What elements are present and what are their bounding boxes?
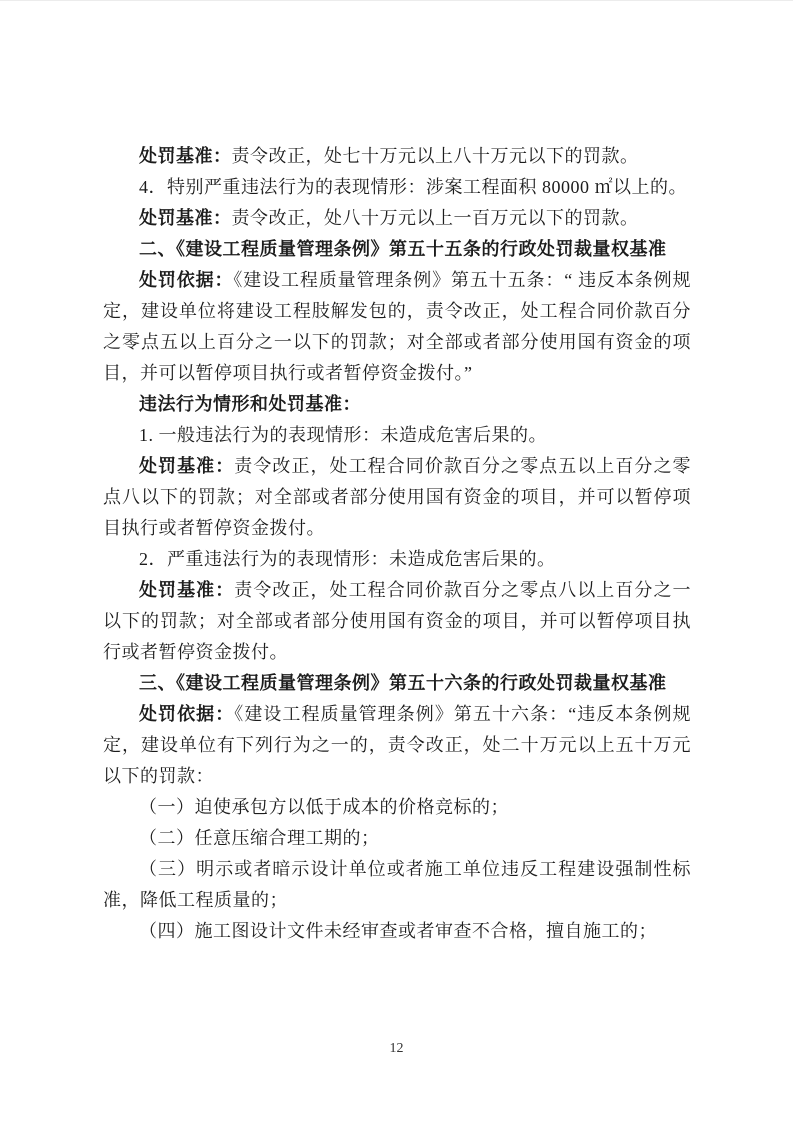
paragraph-penalty-basis-article-56 (103, 699, 691, 792)
paragraph-situation-2 (103, 544, 691, 575)
heading-text: 三、《建设工程质量管理条例》第五十六条的行政处罚裁量权基准 (139, 673, 667, 693)
list-item-1 (103, 792, 691, 823)
paragraph-penalty-standard-1 (103, 141, 691, 172)
paragraph-text: 4．特别严重违法行为的表现情形：涉案工程面积 80000 ㎡以上的。 (139, 177, 687, 197)
paragraph-text: 责令改正，处工程合同价款百分之零点五以上百分之零点八以下的罚款；对全部或者部分使用国有资金的项目，并可以暂停项目执行或者暂停资金拨付。 (103, 456, 692, 538)
subheading-violation-and-standards (103, 389, 691, 420)
paragraph-text: （四）施工图设计文件未经审查或者审查不合格，擅自施工的； (139, 921, 657, 941)
section-heading-3 (103, 668, 691, 699)
paragraph-text: （二）任意压缩合理工期的； (139, 828, 380, 848)
paragraph-text: 《建设工程质量管理条例》第五十五条：“ 违反本条例规定，建设单位将建设工程肢解发包的，责令改正，处工程合同价款百分之零点五以上百分之一以下的罚款；对全部或者部分使用国有资金的项目，并可以暂停项目执行或者暂停资金拨付。” (103, 270, 691, 383)
list-item-2 (103, 823, 691, 854)
page-footer (0, 1039, 793, 1059)
paragraph-situation-1 (103, 420, 691, 451)
paragraph-penalty-standard-2 (103, 203, 691, 234)
heading-text: 违法行为情形和处罚基准： (139, 394, 361, 414)
list-item-3 (103, 854, 691, 916)
paragraph-label: 处罚基准： (139, 146, 232, 166)
paragraph-label: 处罚基准： (139, 208, 232, 228)
document-body (103, 141, 691, 947)
paragraph-label: 处罚基准： (139, 456, 235, 476)
paragraph-text: 2．严重违法行为的表现情形：未造成危害后果的。 (139, 549, 556, 569)
paragraph-penalty-standard-4 (103, 575, 691, 668)
paragraph-label: 处罚依据： (139, 704, 235, 724)
paragraph-text: 责令改正，处七十万元以上八十万元以下的罚款。 (231, 146, 639, 166)
paragraph-penalty-standard-3 (103, 451, 691, 544)
page-number: 12 (389, 1041, 404, 1056)
paragraph-text: 1. 一般违法行为的表现情形：未造成危害后果的。 (139, 425, 547, 445)
paragraph-text: 责令改正，处八十万元以上一百万元以下的罚款。 (231, 208, 639, 228)
paragraph-label: 处罚依据： (139, 270, 234, 290)
paragraph-text: （一）迫使承包方以低于成本的价格竞标的； (139, 797, 509, 817)
section-heading-2 (103, 234, 691, 265)
list-item-4 (103, 916, 691, 947)
paragraph-text: 《建设工程质量管理条例》第五十六条：“违反本条例规定，建设单位有下列行为之一的，责令改正，处二十万元以上五十万元以下的罚款： (103, 704, 691, 786)
paragraph-text: 责令改正，处工程合同价款百分之零点八以上百分之一以下的罚款；对全部或者部分使用国有资金的项目，并可以暂停项目执行或者暂停资金拨付。 (103, 580, 692, 662)
paragraph-text: （三）明示或者暗示设计单位或者施工单位违反工程建设强制性标准，降低工程质量的； (103, 859, 691, 910)
heading-text: 二、《建设工程质量管理条例》第五十五条的行政处罚裁量权基准 (139, 239, 667, 259)
paragraph-label: 处罚基准： (139, 580, 235, 600)
paragraph-situation-4 (103, 172, 691, 203)
paragraph-penalty-basis-article-55 (103, 265, 691, 389)
